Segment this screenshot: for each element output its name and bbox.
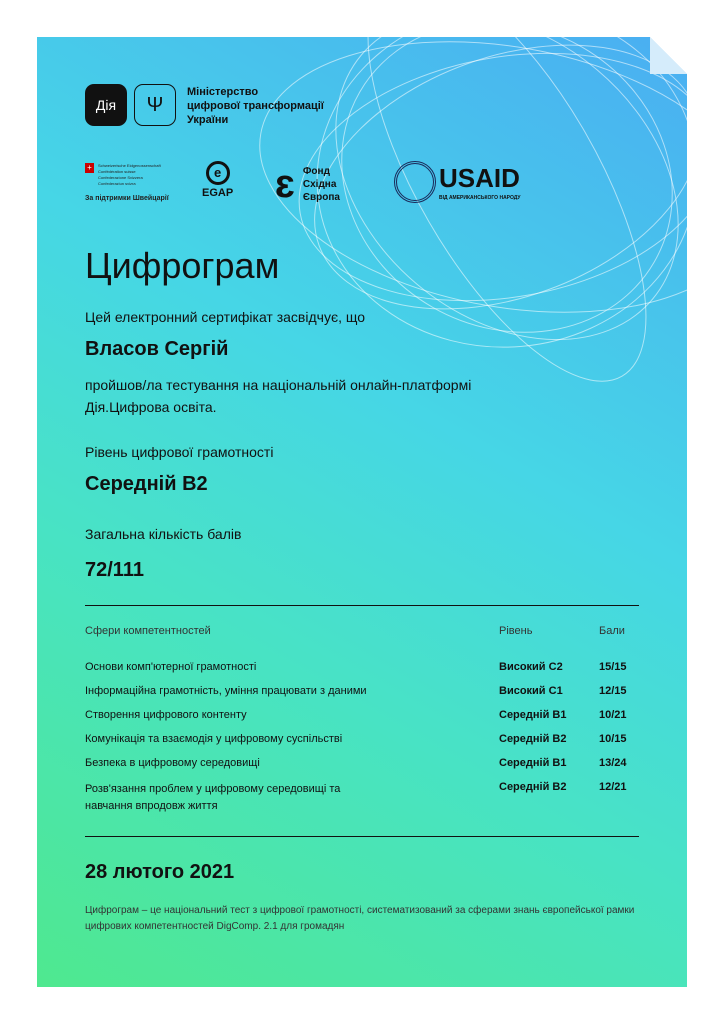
score-label: Загальна кількість балів [85,526,242,542]
diia-logo-text: Дія [95,97,117,113]
level: Середній B1 [499,757,567,769]
area: Розв'язання проблем у цифровому середовищі та навчання впродовж життя [85,783,341,812]
ministry-line: Міністерство [187,86,259,98]
ministry-name [187,85,324,127]
area: Безпека в цифровому середовищі [85,757,260,769]
table-row [85,781,639,815]
footer-text: Цифрограм – це національний тест з цифрової грамотності, систематизований за сферами знань європейської рамки цифрових компетентностей DigComp. 2.1 для громадян [85,905,635,932]
swiss-text: Confederazione Svizzera [98,175,143,180]
passed-text [85,374,471,418]
table-row [85,733,639,757]
competence-table [85,625,639,815]
level-label: Рівень цифрової грамотності [85,444,274,460]
score-value: 72/111 [85,559,144,581]
level: Високий C2 [499,661,563,673]
header-area: Сфери компетентностей [85,625,211,637]
level: Середній B2 [499,733,567,745]
table-row [85,661,639,685]
header-level: Рівень [499,625,533,637]
area: Створення цифрового контенту [85,709,247,721]
ministry-line: України [187,114,229,126]
trident-icon: Ψ [134,84,176,126]
table-row [85,685,639,709]
egap-icon: e [206,161,230,185]
level: Середній B2 [499,781,567,793]
recipient-name: Власов Сергій [85,338,229,360]
area: Інформаційна грамотність, уміння працювати з даними [85,685,367,697]
level-value: Середній B2 [85,473,208,495]
level: Високий C1 [499,685,563,697]
area: Основи комп'ютерної грамотності [85,661,257,673]
points: 12/15 [599,685,627,697]
header-points: Бали [599,625,625,637]
divider [85,605,639,606]
swiss-text: Schweizerische Eidgenossenschaft [98,163,161,168]
swiss-support: За підтримки Швейцарії [85,195,169,202]
points: 12/21 [599,781,627,793]
points: 10/15 [599,733,627,745]
swiss-flag-icon: + [85,163,94,173]
area: Комунікація та взаємодія у цифровому суспільстві [85,733,343,745]
usaid-logo [394,161,521,203]
swiss-text: Confederaziun svizra [98,181,136,186]
usaid-seal-icon [394,161,436,203]
fse-icon: ɛ [275,162,295,206]
intro-text: Цей електронний сертифікат засвідчує, що [85,309,366,325]
issue-date: 28 лютого 2021 [85,861,235,883]
points: 10/21 [599,709,627,721]
certificate-title: Цифрограм [85,245,280,286]
corner-fold [650,37,687,74]
fse-text: Східна [302,178,337,190]
passed-line: Дія.Цифрова освіта. [85,399,217,415]
divider [85,836,639,837]
egap-text: EGAP [202,187,234,199]
points: 15/15 [599,661,627,673]
fse-text: Фонд [302,165,330,177]
table-row [85,757,639,781]
swiss-text: Confédération suisse [98,169,136,174]
level: Середній B1 [499,709,567,721]
points: 13/24 [599,757,627,769]
certificate [37,37,687,987]
egap-logo [202,161,233,200]
swiss-logo [85,163,169,203]
usaid-subtext: ВІД АМЕРИКАНСЬКОГО НАРОДУ [439,194,521,201]
table-row [85,709,639,733]
usaid-text: USAID [439,162,520,193]
fse-text: Європа [302,191,340,203]
passed-line: пройшов/ла тестування на національній онлайн-платформі [85,377,472,393]
east-europe-foundation-logo [275,161,340,207]
ministry-line: цифрової трансформації [187,100,324,112]
diia-logo [85,84,127,126]
